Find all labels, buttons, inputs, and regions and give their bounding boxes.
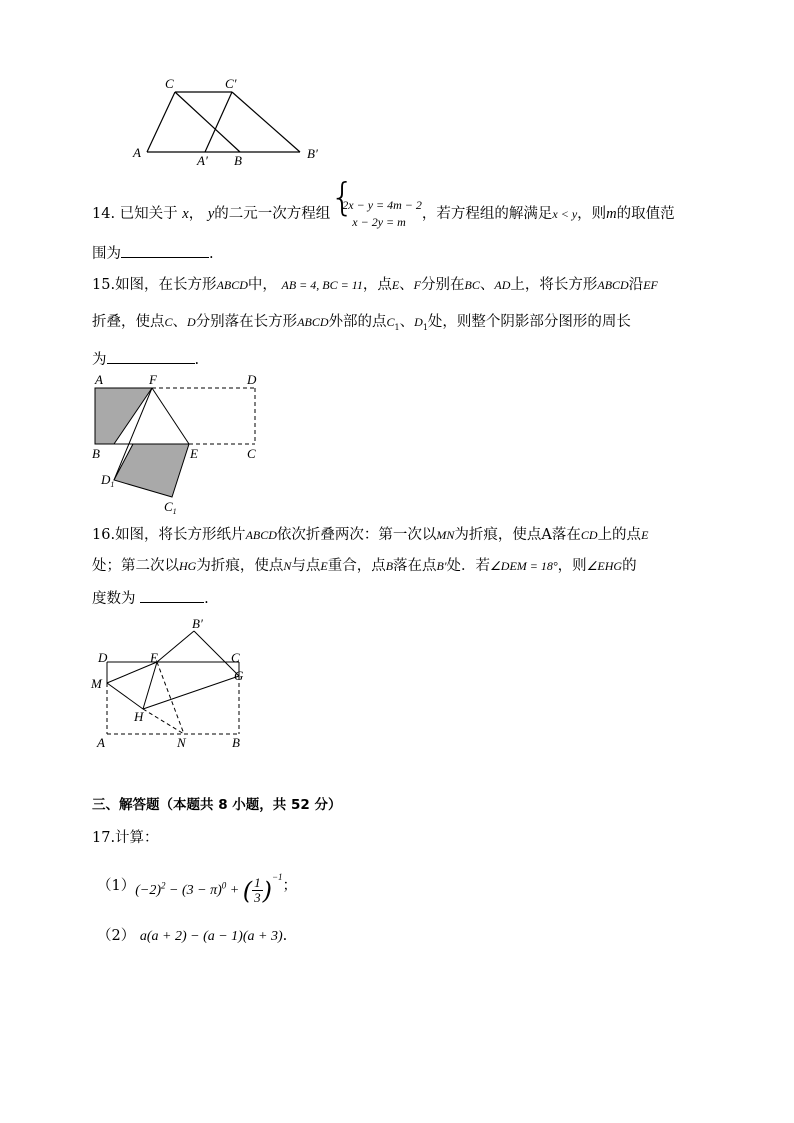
text: 、 bbox=[479, 277, 495, 293]
math: ABCD bbox=[216, 278, 248, 292]
text: . bbox=[282, 928, 288, 944]
label-B: B bbox=[92, 446, 100, 461]
question-17-title: 17.计算： bbox=[92, 830, 159, 846]
text: 折叠，使点 bbox=[92, 314, 165, 330]
label-A-prime: A′ bbox=[197, 153, 208, 168]
question-14-line1 bbox=[92, 175, 675, 231]
text: 为 bbox=[92, 352, 107, 368]
figure-parallelogram-translation bbox=[125, 72, 335, 172]
text: ，点 bbox=[362, 277, 392, 293]
text: 处．若 bbox=[446, 558, 491, 574]
math: E bbox=[641, 528, 649, 542]
text: ，若方程组的解满足 bbox=[421, 206, 553, 222]
text: . bbox=[204, 591, 209, 607]
question-number: 15. bbox=[92, 277, 116, 293]
label-B-prime: B′ bbox=[192, 616, 203, 631]
text: 落在点 bbox=[393, 558, 437, 574]
text: ，则 bbox=[577, 206, 607, 222]
text: 依次折叠两次：第一次以 bbox=[276, 527, 437, 543]
label-D: D bbox=[247, 372, 257, 387]
question-17-part1 bbox=[97, 868, 297, 904]
question-15-line3 bbox=[92, 349, 199, 370]
exponent: 0 bbox=[221, 880, 227, 891]
answer-blank[interactable] bbox=[107, 349, 195, 364]
operator: + bbox=[226, 882, 243, 898]
text: 外部的点 bbox=[328, 314, 387, 330]
question-16-line2 bbox=[92, 556, 637, 576]
figure-double-fold bbox=[88, 614, 258, 754]
var-y: y bbox=[207, 206, 215, 222]
text: 处，则整个阴影部分图形的周长 bbox=[427, 314, 631, 330]
label-E: E bbox=[150, 650, 158, 665]
text: 重合，点 bbox=[327, 558, 386, 574]
section-title: 三、解答题（本题共 8 小题，共 52 分） bbox=[92, 797, 342, 813]
text: 分别落在长方形 bbox=[195, 314, 298, 330]
math: B′ bbox=[436, 559, 447, 573]
var-x: x bbox=[182, 206, 189, 222]
text: ， bbox=[188, 206, 204, 222]
paren: ) bbox=[262, 876, 272, 905]
question-16-line3 bbox=[92, 588, 209, 609]
math: C bbox=[164, 315, 173, 329]
label-C: C bbox=[231, 650, 240, 665]
math: ABCD bbox=[297, 315, 329, 329]
shaded-region-left bbox=[95, 388, 152, 444]
text: 围为 bbox=[92, 246, 121, 262]
question-15-line1 bbox=[92, 275, 658, 295]
question-16-line1 bbox=[92, 525, 648, 545]
math: ABCD bbox=[245, 528, 277, 542]
term: (−2) bbox=[135, 882, 162, 898]
math: D bbox=[414, 315, 423, 329]
condition: AB = 4, BC = 11 bbox=[281, 278, 363, 292]
question-number: 14. bbox=[92, 206, 116, 222]
question-14-line2 bbox=[92, 243, 214, 264]
math: ABCD bbox=[597, 278, 629, 292]
math: HG bbox=[179, 559, 197, 573]
math: N bbox=[283, 559, 292, 573]
text: 、 bbox=[172, 314, 188, 330]
question-number: 16. bbox=[92, 527, 116, 543]
denominator: 3 bbox=[254, 890, 261, 906]
math: AD bbox=[494, 278, 511, 292]
text: 上，将长方形 bbox=[510, 277, 598, 293]
text: 度数为 bbox=[92, 591, 136, 607]
label-A: A bbox=[97, 735, 105, 750]
question-15-line2: 折叠，使点C、D分别落在长方形ABCD外部的点$C_1$、$D_1$处，则整个阴影部分图形的周长 bbox=[92, 314, 631, 332]
math: BC bbox=[464, 278, 480, 292]
math: ∠DEM = 18° bbox=[490, 559, 558, 573]
text: 分别在 bbox=[421, 277, 465, 293]
label-H: H bbox=[134, 709, 144, 724]
label-C1: $C_1$ bbox=[164, 499, 177, 516]
math: CD bbox=[580, 528, 598, 542]
math: D bbox=[187, 315, 196, 329]
math: ∠EHG bbox=[586, 559, 623, 573]
figure-rectangle-fold bbox=[88, 372, 278, 517]
text: 如图，在长方形 bbox=[115, 277, 217, 293]
label-B: B bbox=[234, 153, 242, 168]
answer-blank[interactable] bbox=[140, 588, 204, 603]
text: 为折痕，使点A落在 bbox=[454, 527, 581, 543]
text: 的二元一次方程组 bbox=[214, 206, 331, 222]
text: 中， bbox=[247, 277, 277, 293]
label-C: C bbox=[165, 76, 174, 91]
text: 如图，将长方形纸片 bbox=[115, 527, 246, 543]
part-label: （1） bbox=[97, 878, 136, 894]
numerator: 1 bbox=[254, 875, 261, 891]
expression-1 bbox=[135, 867, 282, 905]
brace: { bbox=[330, 175, 355, 219]
text: . bbox=[194, 352, 200, 368]
label-B: B bbox=[232, 735, 240, 750]
label-B-prime: B′ bbox=[307, 146, 318, 161]
part-label: （2） bbox=[97, 928, 136, 944]
label-G: G bbox=[234, 668, 244, 683]
label-C: C bbox=[247, 446, 256, 461]
text: 上的点 bbox=[597, 527, 642, 543]
condition: x < y bbox=[552, 207, 578, 221]
text: ，则 bbox=[557, 558, 587, 574]
paren: ( bbox=[242, 876, 253, 905]
label-C-prime: C′ bbox=[225, 76, 237, 91]
text: 与点 bbox=[291, 558, 321, 574]
text: 已知关于 bbox=[119, 206, 178, 222]
question-17-part2 bbox=[97, 926, 287, 947]
text: 、 bbox=[399, 314, 415, 330]
label-N: N bbox=[177, 735, 186, 750]
equation-1: 2x − y = 4m − 2 bbox=[342, 198, 422, 212]
label-A: A bbox=[133, 145, 141, 160]
label-F: F bbox=[149, 372, 157, 387]
text: 处；第二次以 bbox=[92, 558, 179, 574]
equation-system bbox=[330, 175, 422, 231]
math: E bbox=[320, 559, 328, 573]
term: − (3 − π) bbox=[165, 882, 222, 898]
label-E: E bbox=[190, 446, 198, 461]
fraction bbox=[252, 876, 263, 905]
label-D1: $D_1$ bbox=[101, 472, 115, 489]
text: 沿 bbox=[628, 277, 644, 293]
text: 的取值范 bbox=[616, 206, 675, 222]
label-M: M bbox=[91, 676, 102, 691]
text: 的 bbox=[622, 558, 637, 574]
var-m: m bbox=[606, 206, 617, 222]
equation-2: x − 2y = m bbox=[352, 215, 406, 229]
text: 为折痕，使点 bbox=[196, 558, 284, 574]
label-A: A bbox=[95, 372, 103, 387]
math: F bbox=[413, 278, 422, 292]
math: MN bbox=[436, 528, 455, 542]
expression-2: a(a + 2) − (a − 1)(a + 3) bbox=[139, 929, 283, 944]
text: ； bbox=[282, 878, 298, 894]
text: 、 bbox=[399, 277, 414, 293]
exponent: −1 bbox=[271, 871, 283, 882]
exponent: 2 bbox=[161, 880, 166, 891]
math: E bbox=[391, 278, 400, 292]
label-D: D bbox=[98, 650, 108, 665]
math: B bbox=[385, 559, 394, 573]
math: EF bbox=[643, 278, 658, 292]
answer-blank[interactable] bbox=[121, 243, 209, 258]
math: C bbox=[386, 315, 395, 329]
text: . bbox=[209, 246, 214, 262]
